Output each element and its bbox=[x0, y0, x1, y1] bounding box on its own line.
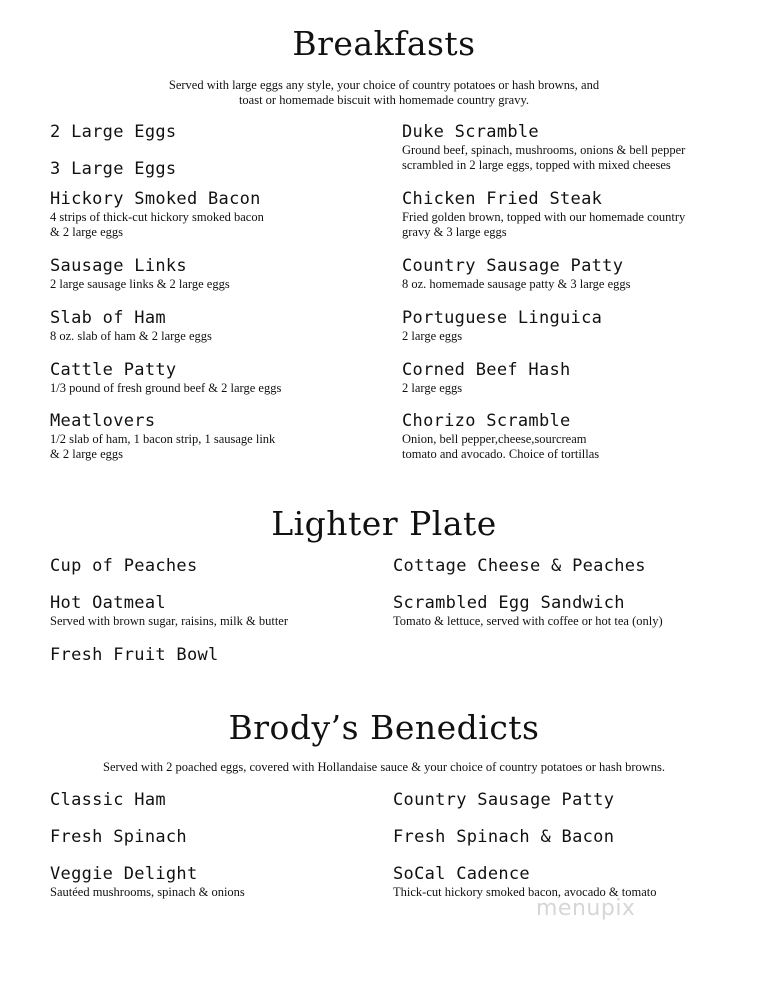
menu-item-name: Veggie Delight bbox=[50, 864, 198, 884]
menu-item bbox=[402, 122, 685, 173]
menu-item-description: 1/2 slab of ham, 1 bacon strip, 1 sausage link bbox=[50, 432, 276, 446]
menu-item-description: Onion, bell pepper,cheese,sourcream bbox=[402, 432, 587, 446]
menu-item bbox=[50, 256, 230, 292]
benedicts-title: Brody’s Benedicts bbox=[228, 708, 540, 747]
menu-item bbox=[393, 593, 663, 629]
menu-item-name: SoCal Cadence bbox=[393, 864, 530, 884]
menu-item bbox=[50, 360, 281, 396]
menu-item bbox=[402, 189, 685, 240]
menu-item-description: Sautéed mushrooms, spinach & onions bbox=[50, 885, 245, 899]
menu-item bbox=[393, 556, 646, 576]
menu-item-description: 1/3 pound of fresh ground beef & 2 large eggs bbox=[50, 381, 282, 395]
menu-item bbox=[50, 556, 198, 576]
lighter-plate-title: Lighter Plate bbox=[271, 504, 497, 543]
menu-item bbox=[393, 827, 614, 847]
benedicts-intro: Served with 2 poached eggs, covered with Hollandaise sauce & your choice of country potatoes or hash browns. bbox=[103, 760, 665, 774]
menu-item-description: Tomato & lettuce, served with coffee or hot tea (only) bbox=[393, 614, 663, 628]
menu-item-description: Thick-cut hickory smoked bacon, avocado & tomato bbox=[393, 885, 657, 899]
menu-item-description: 8 oz. slab of ham & 2 large eggs bbox=[50, 329, 212, 343]
menu-item bbox=[402, 360, 571, 396]
menu-item-description: Served with brown sugar, raisins, milk & butter bbox=[50, 614, 289, 628]
menu-item-description: 2 large sausage links & 2 large eggs bbox=[50, 277, 230, 291]
menu-item-name: Fresh Spinach & Bacon bbox=[393, 827, 615, 847]
menu-item-name: Hot Oatmeal bbox=[50, 593, 166, 613]
menu-item bbox=[393, 790, 614, 810]
menu-item-name: Fresh Fruit Bowl bbox=[50, 645, 219, 665]
menu-item-name: Fresh Spinach bbox=[50, 827, 187, 847]
menu-item-name: Scrambled Egg Sandwich bbox=[393, 593, 625, 613]
menu-item-description: scrambled in 2 large eggs, topped with mixed cheeses bbox=[402, 158, 671, 172]
menu-item-name: 3 Large Eggs bbox=[50, 159, 177, 179]
menu-item-name: 2 Large Eggs bbox=[50, 122, 177, 142]
menu-item-name: Classic Ham bbox=[50, 790, 166, 810]
menu-item-name: Country Sausage Patty bbox=[402, 256, 624, 276]
breakfasts-title: Breakfasts bbox=[292, 24, 476, 63]
menu-item-description: gravy & 3 large eggs bbox=[402, 225, 507, 239]
menu-item-name: Cottage Cheese & Peaches bbox=[393, 556, 646, 576]
menu-item bbox=[50, 122, 176, 142]
breakfasts-intro-line-1: Served with large eggs any style, your choice of country potatoes or hash browns, and bbox=[168, 78, 600, 92]
menu-item-description: Fried golden brown, topped with our homemade country bbox=[402, 210, 686, 224]
menu-item bbox=[50, 411, 275, 462]
menu-item-description: 2 large eggs bbox=[402, 381, 463, 395]
menu-item-name: Slab of Ham bbox=[50, 308, 166, 328]
menupix-watermark: menupix bbox=[536, 896, 636, 921]
menu-item bbox=[50, 645, 219, 665]
menu-item-name: Chicken Fried Steak bbox=[402, 189, 603, 209]
menu-item-name: Portuguese Linguica bbox=[402, 308, 603, 328]
menu-item-name: Cattle Patty bbox=[50, 360, 177, 380]
menu-item-name: Sausage Links bbox=[50, 256, 187, 276]
menu-item-description: & 2 large eggs bbox=[50, 225, 124, 239]
menu-item bbox=[50, 593, 288, 629]
menu-item-description: 2 large eggs bbox=[402, 329, 463, 343]
menu-item-description: & 2 large eggs bbox=[50, 447, 124, 461]
menu-item-name: Hickory Smoked Bacon bbox=[50, 189, 261, 209]
menu-item-description: 8 oz. homemade sausage patty & 3 large eggs bbox=[402, 277, 631, 291]
menu-item-description: tomato and avocado. Choice of tortillas bbox=[402, 447, 600, 461]
menu-item bbox=[393, 864, 656, 900]
menu-item bbox=[50, 159, 176, 179]
menu-item bbox=[402, 411, 599, 462]
menu-item bbox=[50, 790, 166, 810]
menu-item-name: Meatlovers bbox=[50, 411, 156, 431]
menu-item-name: Duke Scramble bbox=[402, 122, 539, 142]
menu-item-description: Ground beef, spinach, mushrooms, onions & bell pepper bbox=[402, 143, 686, 157]
menu-item bbox=[402, 308, 602, 344]
menu-item bbox=[50, 308, 212, 344]
menu-item-name: Cup of Peaches bbox=[50, 556, 198, 576]
menu-item bbox=[402, 256, 631, 292]
menu-item bbox=[50, 827, 187, 847]
menu-item bbox=[50, 189, 264, 240]
menu-item bbox=[50, 864, 245, 900]
menu-item-name: Chorizo Scramble bbox=[402, 411, 571, 431]
menu-item-description: 4 strips of thick-cut hickory smoked bacon bbox=[50, 210, 264, 224]
breakfasts-intro-line-2: toast or homemade biscuit with homemade country gravy. bbox=[238, 93, 530, 107]
menu-item-name: Country Sausage Patty bbox=[393, 790, 615, 810]
menu-item-name: Corned Beef Hash bbox=[402, 360, 571, 380]
